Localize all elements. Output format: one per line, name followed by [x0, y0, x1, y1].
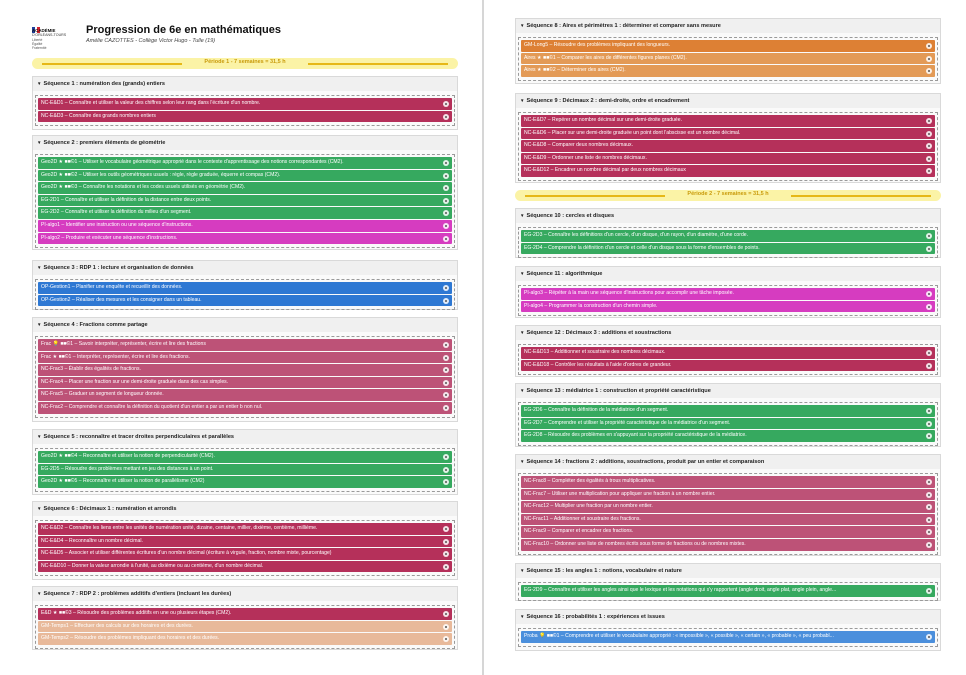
toggle-icon[interactable]	[443, 114, 449, 120]
sequence-8	[515, 18, 941, 84]
sequence-12	[515, 325, 941, 377]
sequence-header[interactable]: ▼ Séquence 2 : premiers éléments de géométrie	[33, 136, 457, 150]
toggle-icon[interactable]	[926, 156, 932, 162]
toggle-icon[interactable]	[926, 634, 932, 640]
chevron-down-icon: ▼	[520, 213, 525, 218]
sequence-1	[32, 76, 458, 130]
toggle-icon[interactable]	[926, 350, 932, 356]
sequence-14	[515, 454, 941, 556]
left-page	[0, 0, 482, 675]
toggle-icon[interactable]	[443, 479, 449, 485]
sequence-header[interactable]: ▼ Séquence 16 : probabilités 1 : expériences et issues	[516, 610, 940, 624]
competency-row[interactable]: PI-algo3 – Répéter à la main une séquence d'instructions pour accomplir une tâche imposée.	[521, 288, 935, 300]
competency-row[interactable]: OP-Gestion2 – Réaliser des mesures et les consigner dans un tableau.	[38, 295, 452, 307]
competency-row[interactable]: Aires ★ ■■©1 – Comparer les aires de différentes figures planes (CM2).	[521, 53, 935, 65]
competency-row[interactable]: NC-E&D10 – Donner la valeur arrondie à l'unité, au dixième ou au centième, d'un nombre décimal.	[38, 561, 452, 573]
toggle-icon[interactable]	[926, 291, 932, 297]
period-2-banner	[515, 190, 941, 201]
competency-row[interactable]: Frac 💡 ■■©1 – Savoir interpréter, représenter, écrire et lire des fractions	[38, 339, 452, 351]
sequence-16	[515, 609, 941, 651]
toggle-icon[interactable]	[443, 564, 449, 570]
toggle-icon[interactable]	[443, 526, 449, 532]
chevron-down-icon: ▼	[37, 591, 42, 596]
competency-row[interactable]: EG-2D4 – Comprendre la définition d'un cercle et celle d'un disque sous la forme d'ensembles de points.	[521, 243, 935, 255]
toggle-icon[interactable]	[926, 233, 932, 239]
sequence-6	[32, 501, 458, 580]
competency-row[interactable]: PI-algo2 – Produire et exécuter une séquence d'instructions.	[38, 233, 452, 245]
flag-icon	[32, 20, 40, 26]
chevron-down-icon: ▼	[520, 568, 525, 573]
chevron-down-icon: ▼	[520, 330, 525, 335]
competency-row[interactable]: NC-Frac11 – Additionner et soustraire des fractions.	[521, 514, 935, 526]
toggle-icon[interactable]	[926, 246, 932, 252]
competency-row[interactable]: NC-Frac7 – Utiliser une multiplication pour appliquer une fraction à un nombre entier.	[521, 489, 935, 501]
page-title: Progression de 6e en mathématiques	[86, 24, 282, 36]
competency-row[interactable]: EG-2D9 – Connaître et utiliser les angles ainsi que le lexique et les notations qui s'y rapportent (angle droit, angle plat, angle plein, angle...	[521, 585, 935, 597]
sequence-4	[32, 317, 458, 422]
period-1-label: Période 1 - 7 semaines = 31,5 h	[204, 59, 286, 65]
toggle-icon[interactable]	[926, 588, 932, 594]
sequence-header[interactable]: ▼ Séquence 4 : Fractions comme partage	[33, 318, 457, 332]
competency-row[interactable]: NC-E&D6 – Placer sur une demi-droite graduée un point dont l'abscisse est un nombre décimal.	[521, 128, 935, 140]
competency-row[interactable]: NC-E&D7 – Repérer un nombre décimal sur une demi-droite graduée.	[521, 115, 935, 127]
competency-row[interactable]: GM-Long5 – Résoudre des problèmes impliquant des longueurs.	[521, 40, 935, 52]
sequence-header[interactable]: ▼ Séquence 12 : Décimaux 3 : additions et soustractions	[516, 326, 940, 340]
toggle-icon[interactable]	[443, 611, 449, 617]
toggle-icon[interactable]	[926, 43, 932, 49]
competency-row[interactable]: NC-Frac4 – Placer une fraction sur une demi-droite graduée dans des cas simples.	[38, 377, 452, 389]
sequence-13	[515, 383, 941, 447]
right-page	[485, 0, 966, 675]
competency-row[interactable]: NC-E&D9 – Ordonner une liste de nombres décimaux.	[521, 153, 935, 165]
competency-row[interactable]: NC-E&D1 – Connaître et utiliser la valeur des chiffres selon leur rang dans l'écriture d'un nombre.	[38, 98, 452, 110]
toggle-icon[interactable]	[926, 168, 932, 174]
toggle-icon[interactable]	[443, 405, 449, 411]
sequence-3	[32, 260, 458, 310]
toggle-icon[interactable]	[443, 198, 449, 204]
sequence-2	[32, 135, 458, 250]
competency-row[interactable]: NC-Frac8 – Compléter des égalités à trous multiplicatives.	[521, 476, 935, 488]
page-divider	[482, 0, 484, 675]
toggle-icon[interactable]	[443, 636, 449, 642]
sequence-5	[32, 429, 458, 495]
toggle-icon[interactable]	[443, 367, 449, 373]
chevron-down-icon: ▼	[520, 388, 525, 393]
toggle-icon[interactable]	[443, 624, 449, 630]
chevron-down-icon: ▼	[520, 614, 525, 619]
toggle-icon[interactable]	[443, 173, 449, 179]
period-2-label: Période 2 - 7 semaines = 31,5 h	[687, 191, 769, 197]
competency-row[interactable]: NC-E&D5 – Associer et utiliser différentes écritures d'un nombre décimal (écriture à virgule, fraction, nombre mixte, pourcentage)	[38, 548, 452, 560]
toggle-icon[interactable]	[443, 210, 449, 216]
sequence-header[interactable]: ▼ Séquence 10 : cercles et disques	[516, 209, 940, 223]
competency-row[interactable]: Geo2D ★ ■■©1 – Utiliser le vocabulaire géométrique approprié dans le contexte d'apprentissage des notions correspondantes (CM2).	[38, 157, 452, 169]
toggle-icon[interactable]	[926, 421, 932, 427]
toggle-icon[interactable]	[443, 342, 449, 348]
toggle-icon[interactable]	[926, 304, 932, 310]
toggle-icon[interactable]	[443, 392, 449, 398]
sequence-7	[32, 586, 458, 650]
chevron-down-icon: ▼	[520, 98, 525, 103]
chevron-down-icon: ▼	[37, 140, 42, 145]
logo-line3: Liberté Égalité Fraternité	[32, 38, 47, 50]
competency-row[interactable]: PI-algo4 – Programmer la construction d'un chemin simple.	[521, 301, 935, 313]
period-1-banner	[32, 58, 458, 69]
competency-row[interactable]: Geo2D ★ ■■©4 – Reconnaître et utiliser la notion de perpendicularité (CM2).	[38, 451, 452, 463]
sequence-10	[515, 208, 941, 258]
competency-row[interactable]: EG-2D3 – Connaître les définitions d'un cercle, d'un disque, d'un rayon, d'un diamètre, d'une corde.	[521, 230, 935, 242]
competency-row[interactable]: EG-2D2 – Connaître et utiliser la définition du milieu d'un segment.	[38, 207, 452, 219]
competency-row[interactable]: NC-E&D3 – Connaître des grands nombres entiers	[38, 111, 452, 123]
competency-row[interactable]: PI-algo1 – Identifier une instruction ou une séquence d'instructions.	[38, 220, 452, 232]
sequence-header[interactable]: ▼ Séquence 3 : RDP 1 : lecture et organisation de données	[33, 261, 457, 275]
competency-row[interactable]: EG-2D1 – Connaître et utiliser la définition de la distance entre deux points.	[38, 195, 452, 207]
toggle-icon[interactable]	[443, 285, 449, 291]
competency-row[interactable]: Proba 💡 ■■©1 – Comprendre et utiliser le vocabulaire approprié : « impossible », « possible », « certain », « probable », « peu probabl...	[521, 631, 935, 643]
competency-row[interactable]: NC-Frac5 – Graduer un segment de longueur donnée.	[38, 389, 452, 401]
toggle-icon[interactable]	[926, 433, 932, 439]
competency-row[interactable]: NC-E&D13 – Additionner et soustraire des nombres décimaux.	[521, 347, 935, 359]
competency-row[interactable]: EG-2D8 – Résoudre des problèmes en s'appuyant sur la propriété caractéristique de la médiatrice.	[521, 430, 935, 442]
chevron-down-icon: ▼	[37, 322, 42, 327]
page-subtitle: Amélie CAZOTTES - Collège Victor Hugo - Tulle (19)	[86, 38, 216, 44]
chevron-down-icon: ▼	[520, 271, 525, 276]
toggle-icon[interactable]	[443, 355, 449, 361]
competency-row[interactable]: NC-Frac3 – Établir des égalités de fractions.	[38, 364, 452, 376]
toggle-icon[interactable]	[926, 529, 932, 535]
competency-row[interactable]: Geo2D ★ ■■©2 – Utiliser les outils géométriques usuels : règle, règle graduée, équerre et compas (CM2).	[38, 170, 452, 182]
toggle-icon[interactable]	[926, 118, 932, 124]
sequence-header[interactable]: ▼ Séquence 8 : Aires et périmètres 1 : déterminer et comparer sans mesure	[516, 19, 940, 33]
sequence-header[interactable]: ▼ Séquence 14 : fractions 2 : additions, soustractions, produit par un entier et comparaison	[516, 455, 940, 469]
toggle-icon[interactable]	[443, 185, 449, 191]
sequence-header[interactable]: ▼ Séquence 15 : les angles 1 : notions, vocabulaire et nature	[516, 564, 940, 578]
toggle-icon[interactable]	[926, 56, 932, 62]
toggle-icon[interactable]	[443, 454, 449, 460]
toggle-icon[interactable]	[443, 101, 449, 107]
competency-row[interactable]: NC-Frac9 – Comparer et encadrer des fractions.	[521, 526, 935, 538]
competency-row[interactable]: NC-E&D4 – Reconnaître un nombre décimal.	[38, 536, 452, 548]
toggle-icon[interactable]	[443, 551, 449, 557]
toggle-icon[interactable]	[926, 479, 932, 485]
chevron-down-icon: ▼	[37, 81, 42, 86]
toggle-icon[interactable]	[926, 363, 932, 369]
toggle-icon[interactable]	[926, 517, 932, 523]
toggle-icon[interactable]	[443, 539, 449, 545]
competency-row[interactable]: NC-E&D8 – Comparer deux nombres décimaux.	[521, 140, 935, 152]
toggle-icon[interactable]	[926, 131, 932, 137]
competency-row[interactable]: NC-E&D2 – Connaître les liens entre les unités de numération unité, dizaine, centaine, millier, dixième, centième, millième.	[38, 523, 452, 535]
toggle-icon[interactable]	[926, 143, 932, 149]
competency-row[interactable]: NC-E&D18 – Contrôler les résultats à l'aide d'ordres de grandeur.	[521, 360, 935, 372]
toggle-icon[interactable]	[926, 492, 932, 498]
sequence-header[interactable]: ▼ Séquence 5 : reconnaître et tracer droites perpendiculaires et parallèles	[33, 430, 457, 444]
sequence-11	[515, 266, 941, 318]
competency-row[interactable]: EG-2D5 – Résoudre des problèmes mettant en jeu des distances à un point.	[38, 464, 452, 476]
competency-row[interactable]: EG-2D7 – Comprendre et utiliser la propriété caractéristique de la médiatrice d'un segment.	[521, 418, 935, 430]
toggle-icon[interactable]	[443, 160, 449, 166]
chevron-down-icon: ▼	[520, 459, 525, 464]
competency-row[interactable]: EG-2D6 – Connaître la définition de la médiatrice d'un segment.	[521, 405, 935, 417]
academy-logo	[32, 20, 76, 48]
toggle-icon[interactable]	[926, 542, 932, 548]
competency-row[interactable]: E&D ★ ■■©3 – Résoudre des problèmes additifs en une ou plusieurs étapes (CM2).	[38, 608, 452, 620]
logo-line2: D'ORLÉANS-TOURS	[32, 33, 67, 37]
sequence-header[interactable]: ▼ Séquence 6 : Décimaux 1 : numération et arrondis	[33, 502, 457, 516]
toggle-icon[interactable]	[926, 504, 932, 510]
chevron-down-icon: ▼	[520, 23, 525, 28]
sequence-header[interactable]: ▼ Séquence 7 : RDP 2 : problèmes additifs d'entiers (incluant les durées)	[33, 587, 457, 601]
competency-row[interactable]: Aires ★ ■■©2 – Déterminer des aires (CM2).	[521, 65, 935, 77]
sequence-header[interactable]: ▼ Séquence 11 : algorithmique	[516, 267, 940, 281]
toggle-icon[interactable]	[443, 467, 449, 473]
competency-row[interactable]: NC-Frac12 – Multiplier une fraction par un nombre entier.	[521, 501, 935, 513]
toggle-icon[interactable]	[926, 68, 932, 74]
sequence-header[interactable]: ▼ Séquence 9 : Décimaux 2 : demi-droite, ordre et encadrement	[516, 94, 940, 108]
sequence-15	[515, 563, 941, 601]
chevron-down-icon: ▼	[37, 265, 42, 270]
toggle-icon[interactable]	[443, 236, 449, 242]
toggle-icon[interactable]	[926, 408, 932, 414]
chevron-down-icon: ▼	[37, 506, 42, 511]
competency-row[interactable]: NC-E&D12 – Encadrer un nombre décimal par deux nombres décimaux	[521, 165, 935, 177]
competency-row[interactable]: Frac ★ ■■©1 – Interpréter, représenter, écrire et lire des fractions.	[38, 352, 452, 364]
sequence-header[interactable]: ▼ Séquence 13 : médiatrice 1 : construction et propriété caractéristique	[516, 384, 940, 398]
logo-line1: ACADÉMIE	[32, 28, 56, 33]
competency-row[interactable]: GM-Temps1 – Effectuer des calculs sur des horaires et des durées.	[38, 621, 452, 633]
toggle-icon[interactable]	[443, 380, 449, 386]
competency-row[interactable]: NC-Frac10 – Ordonner une liste de nombres écrits sous forme de fractions ou de nombres mixtes.	[521, 539, 935, 551]
sequence-9	[515, 93, 941, 183]
competency-row[interactable]: GM-Temps2 – Résoudre des problèmes impliquant des horaires et des durées.	[38, 633, 452, 645]
chevron-down-icon: ▼	[37, 434, 42, 439]
sequence-header[interactable]: ▼ Séquence 1 : numération des (grands) entiers	[33, 77, 457, 91]
toggle-icon[interactable]	[443, 223, 449, 229]
competency-row[interactable]: NC-Frac2 – Comprendre et connaître la définition du quotient d'un entier a par un entier b non nul.	[38, 402, 452, 414]
competency-row[interactable]: OP-Gestion1 – Planifier une enquête et recueillir des données.	[38, 282, 452, 294]
competency-row[interactable]: Geo2D ★ ■■©3 – Connaître les notations et les codes usuels utilisés en géométrie (CM2).	[38, 182, 452, 194]
competency-row[interactable]: Geo2D ★ ■■©5 – Reconnaître et utiliser la notion de parallélisme (CM2)	[38, 476, 452, 488]
document-header	[32, 20, 452, 48]
toggle-icon[interactable]	[443, 298, 449, 304]
